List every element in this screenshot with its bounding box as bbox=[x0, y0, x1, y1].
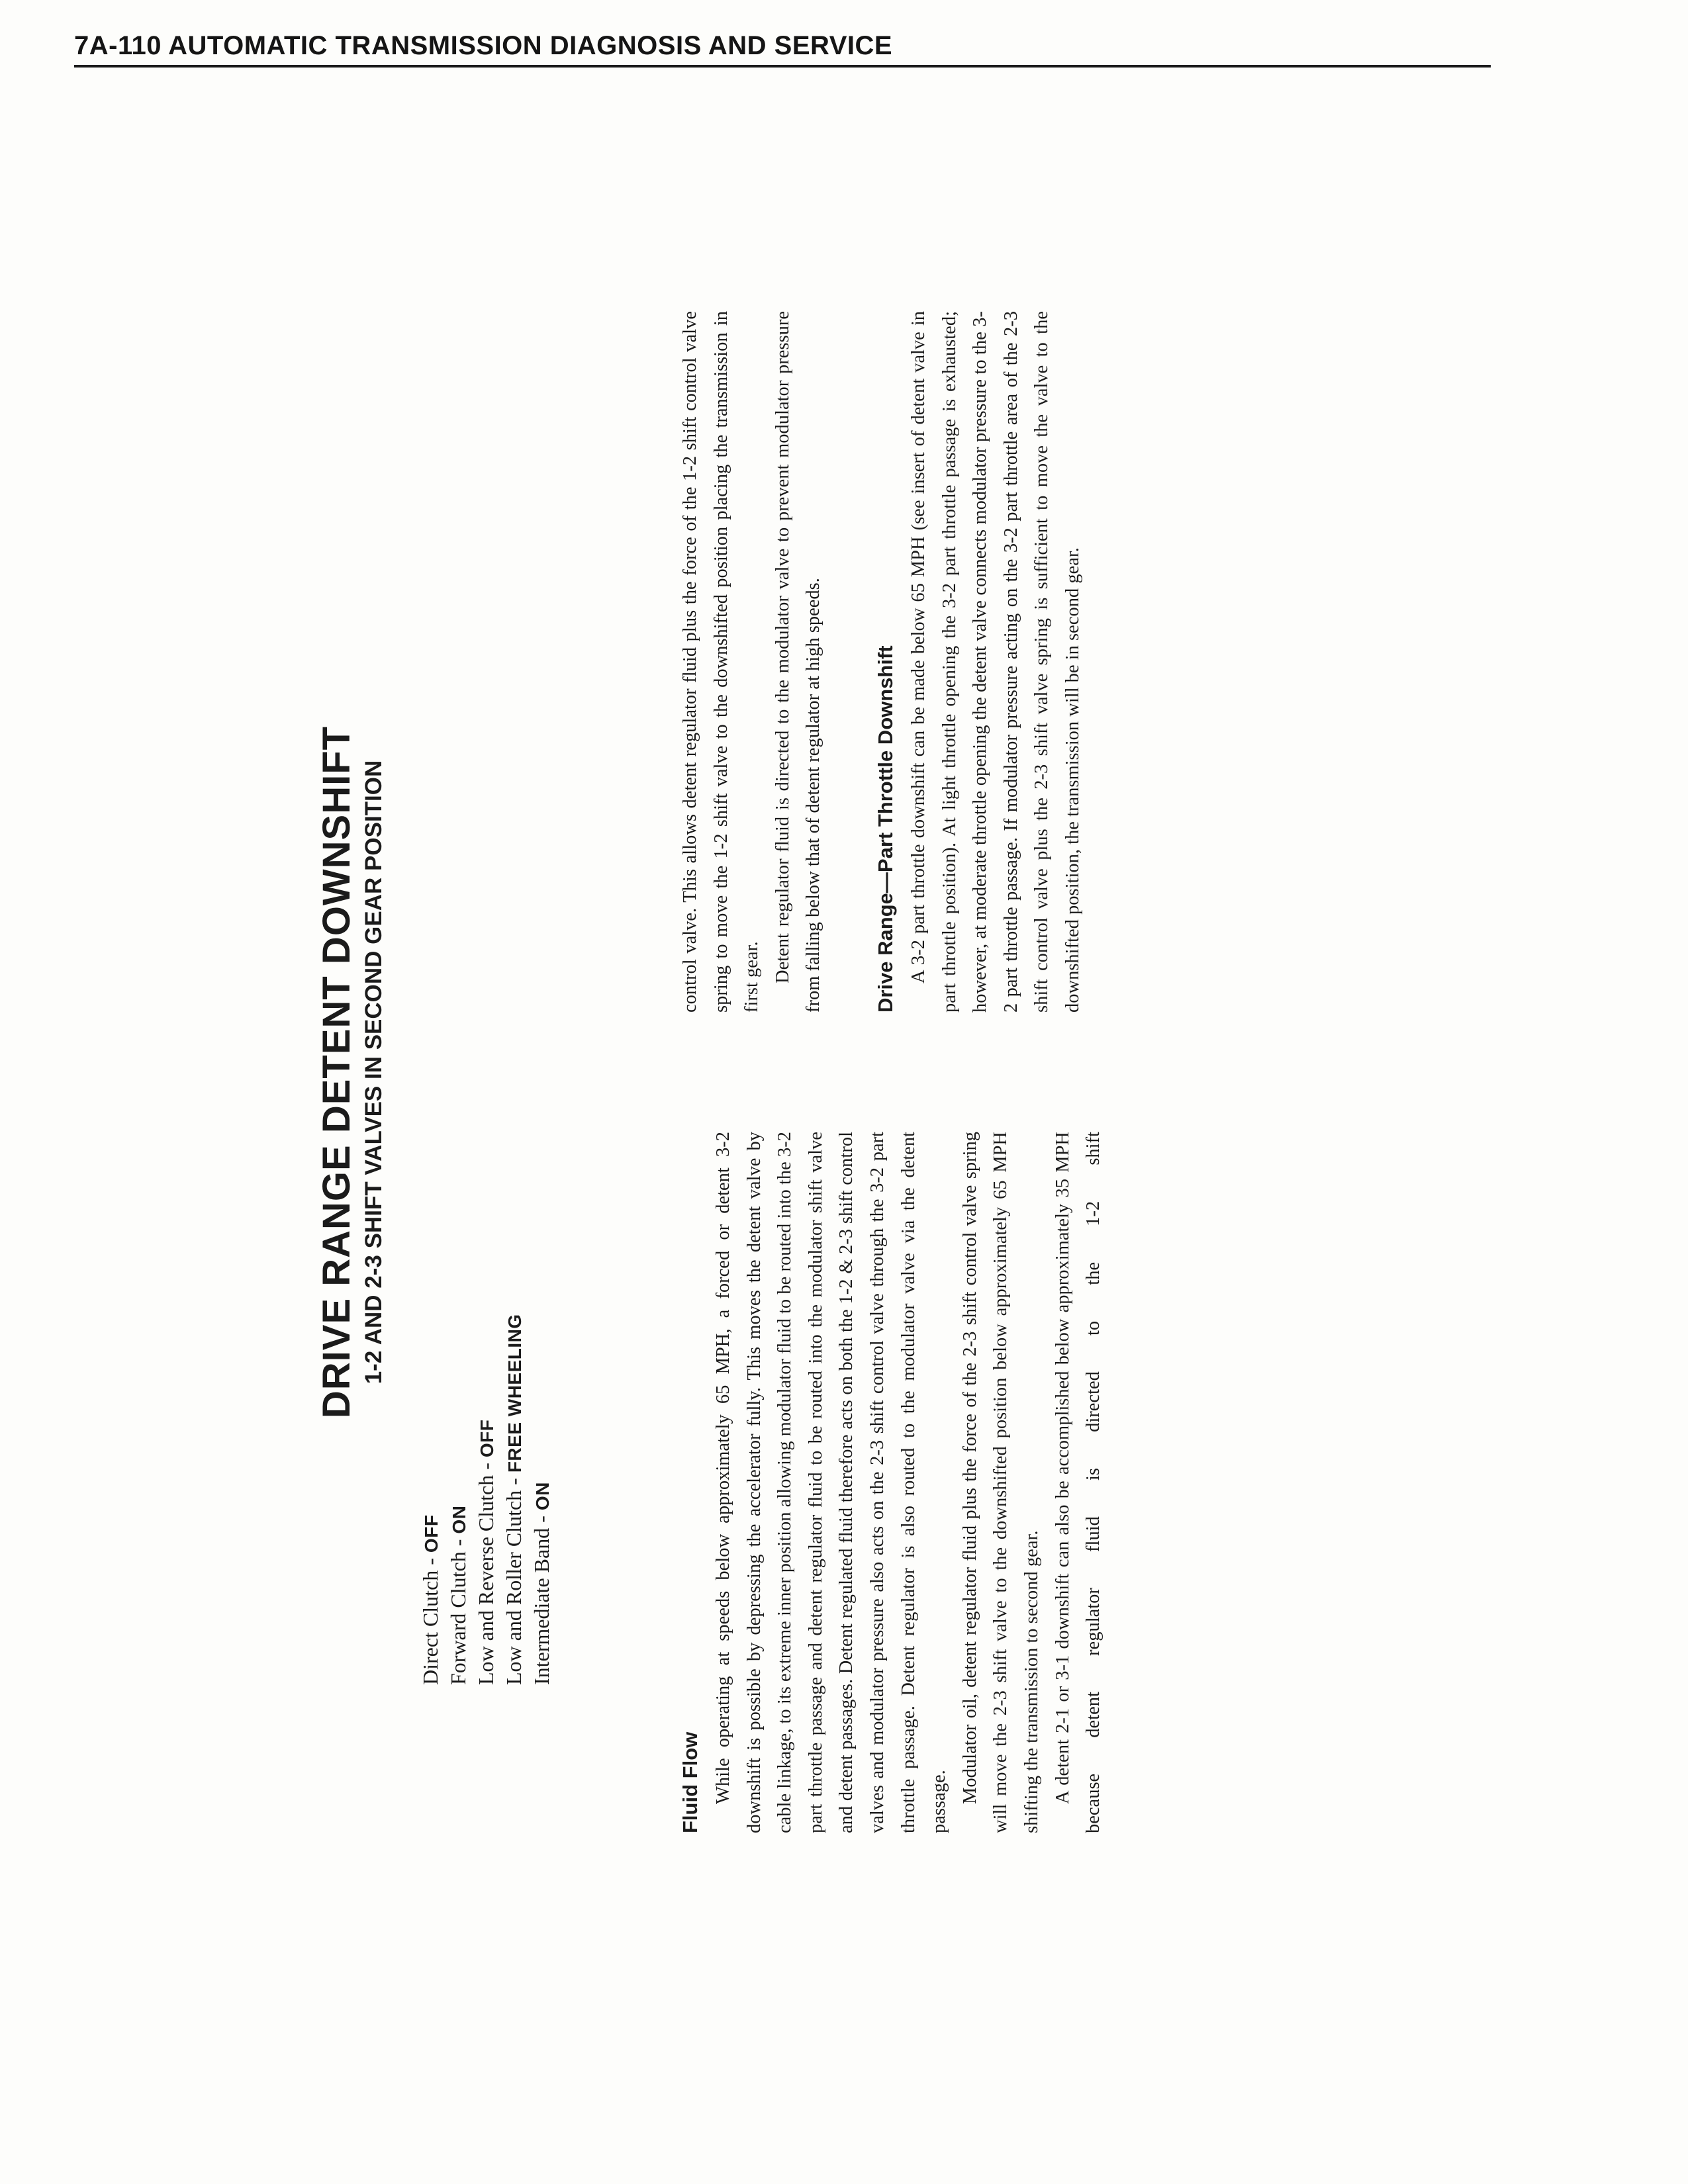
status-row-low-reverse-clutch bbox=[473, 758, 500, 1685]
body-paragraph: Detent regulator fluid is directed to the modulator valve to prevent modulator pressure from falling below that of detent regulator at high speeds. bbox=[772, 311, 824, 1013]
fluid-flow-heading: Fluid Flow bbox=[679, 1731, 702, 1833]
body-paragraph: A 3-2 part throttle downshift can be made below 65 MPH (see insert of detent valve in part throttle position). At light throttle opening the 3-2 part throttle passage is exhausted; however, at moderate throttle opening the detent valve connects modulator pressure to the 3-2 part throttle passage. If modulator pressure acting on the 3-2 part throttle area of the 2-3 shift control valve plus the 2-3 shift valve spring is sufficient to move the valve to the downshifted position, the transmission will be in second gear. bbox=[908, 311, 1083, 1013]
body-paragraph: While operating at speeds below approximately 65 MPH, a forced or detent 3-2 downshift is possible by depressing the accelerator fully. This moves the detent valve by cable linkage, to its extreme inner position allowing modulator fluid to be routed into the 3-2 part throttle passage and detent regulator fluid to be routed into the modulator shift valve and detent passages. Detent regulated fluid therefore acts on both the 1-2 & 2-3 shift control valves and modulator pressure also acts on the 2-3 shift control valve through the 3-2 part throttle passage. Detent regulator is also routed to the modulator valve via the detent passage. bbox=[713, 1132, 950, 1833]
status-state: OFF bbox=[421, 1514, 442, 1553]
paragraph-gap bbox=[829, 311, 870, 1013]
component-status-list bbox=[417, 758, 556, 1685]
status-label: Forward Clutch - bbox=[446, 1533, 470, 1685]
page-header bbox=[74, 30, 1491, 69]
header-rule bbox=[74, 65, 1491, 68]
body-paragraph: A detent 2-1 or 3-1 downshift can also be accomplished below approximately 35 MPH because detent regulator fluid is directed to the 1-2 shift bbox=[1052, 1132, 1104, 1833]
text-column-left bbox=[675, 1132, 1109, 1833]
rotated-page-content bbox=[314, 311, 1142, 1833]
status-row-forward-clutch bbox=[445, 758, 473, 1685]
status-state: ON bbox=[532, 1482, 553, 1511]
section-title: DRIVE RANGE DETENT DOWNSHIFT bbox=[315, 725, 358, 1419]
section-heading bbox=[314, 311, 389, 1833]
body-paragraph-continuation: control valve. This allows detent regulator fluid plus the force of the 1-2 shift control valve spring to move the 1-2 shift valve to the downshifted position placing the transmission in first gear. bbox=[680, 311, 763, 1013]
body-paragraph: Modulator oil, detent regulator fluid plus the force of the 2-3 shift control valve spring will move the 2-3 shift valve to the downshifted position below approximately 65 MPH shifting the transmission to second gear. bbox=[959, 1132, 1042, 1833]
status-state: OFF bbox=[477, 1419, 497, 1458]
text-column-right bbox=[675, 311, 1089, 1013]
status-state: ON bbox=[449, 1505, 469, 1534]
section-subtitle: 1-2 AND 2-3 SHIFT VALVES IN SECOND GEAR POSITION bbox=[361, 760, 387, 1385]
part-throttle-heading: Drive Range—Part Throttle Downshift bbox=[873, 645, 897, 1013]
status-label: Intermediate Band - bbox=[530, 1510, 553, 1685]
status-row-low-roller-clutch bbox=[500, 758, 528, 1685]
page-header-title: 7A-110 AUTOMATIC TRANSMISSION DIAGNOSIS AND SERVICE bbox=[74, 31, 893, 60]
status-label: Low and Reverse Clutch - bbox=[474, 1457, 498, 1685]
status-row-direct-clutch bbox=[417, 758, 445, 1685]
status-label: Low and Roller Clutch - bbox=[502, 1473, 526, 1685]
status-label: Direct Clutch - bbox=[418, 1553, 442, 1685]
status-row-intermediate-band bbox=[528, 758, 556, 1685]
status-state: FREE WHEELING bbox=[504, 1314, 525, 1473]
